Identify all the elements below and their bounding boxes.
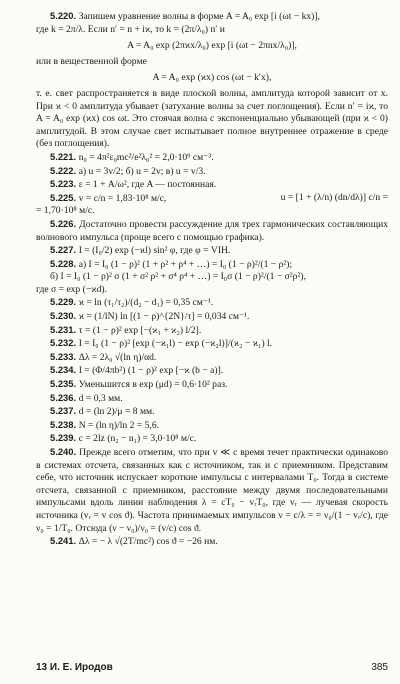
page-content (36, 10, 388, 549)
answer-5-239 (36, 432, 388, 446)
answer-5-223 (36, 178, 388, 192)
answer-5-236 (36, 392, 388, 406)
answer-5-230 (36, 310, 388, 324)
answer-number: 5.220. (50, 10, 77, 21)
page-footer (36, 662, 388, 675)
answer-5-228-line2: б) I = I₀ (1 − ρ)² σ (1 + σ² ρ² + σ⁴ ρ⁴ + …) = I₀σ (1 − ρ)²/(1 − σ²ρ²), (50, 271, 306, 283)
answer-number: 5.237. (50, 405, 77, 417)
answer-5-225-line2: = 1,70·10⁸ м/с. (36, 205, 95, 217)
answer-number: 5.234. (50, 364, 77, 376)
answer-5-231 (36, 324, 388, 338)
answer-number: 5.241. (50, 535, 77, 547)
answer-text: d = (ln 2)/μ = 8 мм. (78, 406, 155, 418)
answer-5-225 (36, 192, 388, 206)
answer-5-238 (36, 419, 388, 433)
answer-number: 5.225. (50, 191, 77, 203)
answer-number: 5.223. (50, 178, 77, 190)
page-number: 385 (371, 662, 388, 673)
answer-number: 5.235. (50, 378, 77, 390)
answer-5-235 (36, 378, 388, 392)
answer-5-228 (36, 258, 388, 272)
answer-number: 5.227. (50, 244, 77, 256)
answer-5-234 (36, 364, 388, 378)
answer-text: а) I = I₀ (1 − ρ)² (1 + ρ² + ρ⁴ + …) = I₀ (1 − ρ)²/(1 − ρ²); (78, 258, 293, 270)
answer-number: 5.226. (50, 217, 77, 229)
equation-2: A = A₀ exp (ϰx) cos (ωt − k′x), (152, 72, 272, 84)
answer-text: Δλ = − λ √(2T/mc²) cos ϑ = −26 нм. (78, 536, 218, 548)
answer-number: 5.238. (50, 418, 77, 430)
answer-5-222 (36, 165, 388, 179)
answer-text: N = (ln η)/ln 2 = 5,6. (78, 419, 160, 431)
answer-number: 5.231. (50, 323, 77, 335)
answer-number: 5.230. (50, 310, 77, 322)
answer-5-220-intro (36, 10, 388, 24)
answer-text: Уменьшится в exp (μd) = 0,6·10² раз. (78, 379, 228, 391)
answer-text: d = 0,3 мм. (78, 392, 123, 404)
answer-5-240 (36, 446, 388, 535)
answer-text: I = (Φ/4πb²) (1 − ρ)² exp [−ϰ (b − a)]. (78, 365, 224, 377)
answer-number: 5.221. (50, 150, 77, 162)
answer-number: 5.229. (50, 296, 77, 308)
answer-5-241 (36, 535, 388, 549)
answer-number: 5.236. (50, 391, 77, 403)
answer-number: 5.228. (50, 257, 77, 269)
answer-5-225-left (36, 192, 166, 206)
answer-5-220-line2: где k = 2π/λ. Если n′ = n + iϰ, то k = (2π/λ₀) n′ и (36, 23, 225, 35)
answer-5-232 (36, 337, 388, 351)
answer-5-225-right: u = [1 + (λ/n) (dn/dλ)] c/n = (280, 191, 388, 203)
answer-text: Достаточно провести рассуждение для трех гармонических составляющих волнового импульса (проще всего с помощью графика). (36, 218, 389, 243)
answer-text: ε = 1 + A/ω², где A — постоянная. (78, 179, 217, 191)
answer-text: τ = (1 − ρ)² exp [−(ϰ₁ + ϰ₂) l/2]. (78, 324, 202, 336)
answer-5-220-text2: или в вещественной форме (36, 55, 147, 67)
answer-5-226 (36, 218, 388, 244)
answer-5-220-text3: т. е. свет распространяется в виде плоской волны, амплитуда которой зависит от x. При ϰ < 0 амплитуда убывает (затухание волны за счет поглощения). Если n′ = iϰ, то A = A₀ exp (ϰx) cos ωt. Это стоячая волна с экспоненциально убывающей (при ϰ < 0) амплитудой. В этом случае свет испытывает полное внутреннее отражение в среде (без поглощения). (36, 87, 388, 150)
answer-text: I = I₀ (1 − ρ)² [exp (−ϰ₁l) − exp (−ϰ₂l)]/(ϰ₂ − ϰ₁) l. (78, 338, 273, 350)
answer-5-221 (36, 151, 388, 165)
answer-text: ϰ = (1/lN) ln [(1 − ρ)^{2N}/τ] = 0,034 см⁻¹. (78, 311, 250, 323)
answer-text: а) u = 3v/2; б) u = 2v; в) u = v/3. (78, 165, 206, 177)
answer-5-237 (36, 405, 388, 419)
answer-number: 5.240. (50, 446, 77, 457)
answer-text: Запишем уравнение волны в форме A = A₀ exp [i (ωt − kx)], (78, 11, 320, 22)
equation-1: A = A₀ exp (2πϰx/λ₀) exp [i (ωt − 2πnx/λ₀)], (127, 40, 297, 52)
answer-5-227 (36, 244, 388, 258)
answer-5-233 (36, 351, 388, 365)
answer-number: 5.232. (50, 337, 77, 349)
answer-text: c = 2lz (n₂ − n₁) = 3,0·10⁸ м/с. (78, 433, 197, 445)
answer-text: n₀ = 4π²ε₀mc²/e²λ₀² = 2,0·10⁹ см⁻³. (78, 151, 214, 163)
answer-text: I = (I₀/2) exp (−ϰl) sin² φ, где φ = VIH. (78, 245, 231, 257)
answer-text: Δλ = 2λ₀ √(ln η)/αd. (78, 351, 157, 363)
answer-text: ϰ = ln (τ₁/τ₂)/(d₂ − d₁) = 0,35 см⁻¹. (78, 297, 214, 309)
answer-5-228-line3: где σ = exp (−ϰd). (36, 283, 107, 295)
answer-text: Прежде всего отметим, что при v ≪ c время течет практически одинаково в системах отсчета, связанных как с источником, так и с приемником. Представим себе, что источник испускает короткие импульсы с интервалами T₀. Тогда в системе отсчета, связанной с приемником, расстояние между двумя последовательными импульсами вдоль линии наблюдения λ = cT₀ − vᵣT₀, где vᵣ — лучевая скорость источника (vᵣ = v cos ϑ). Частота принимаемых импульсов ν = c/λ = = ν₀/(1 − vᵣ/c), где ν₀ = 1/T₀. Отсюда (ν − ν₀)/ν₀ = (v/c) cos ϑ. (36, 447, 388, 534)
answer-text: v = c/n = 1,83·10⁸ м/с, (78, 192, 167, 204)
answer-number: 5.233. (50, 350, 77, 362)
answer-number: 5.239. (50, 432, 77, 444)
answer-5-229 (36, 296, 388, 310)
printer-signature: 13 И. Е. Иродов (36, 662, 113, 673)
answer-number: 5.222. (50, 164, 77, 176)
